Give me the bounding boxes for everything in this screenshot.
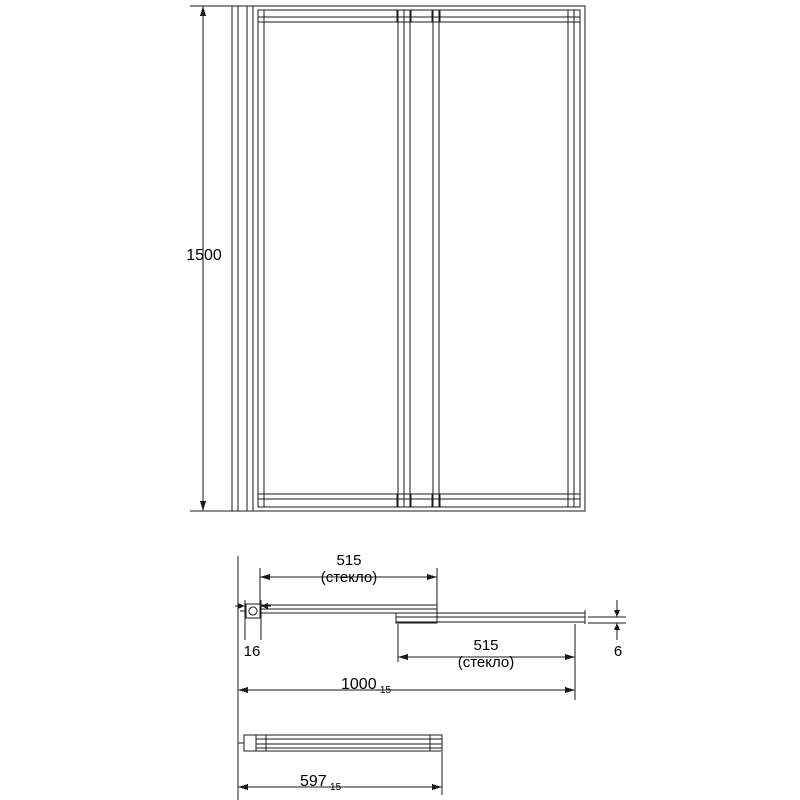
front-view-right-stile [568,10,580,507]
dimension-16 [235,600,271,640]
dimension-1000-tolerance: -15 [376,685,392,697]
front-view-outer-frame [253,6,585,511]
dimension-label-6: 6 [613,643,623,660]
dimension-1000-value: 1000 [341,676,377,693]
dimension-597-tolerance: -15 [326,782,342,794]
dimension-515-upper-note: (стекло) [320,569,378,587]
dimension-label-16: 16 [243,643,261,660]
dimension-515-lower-value: 515 [473,637,499,654]
front-view-hinge-top [397,10,440,22]
dimension-515-upper-value: 515 [336,552,362,569]
front-view-hinge-bottom [397,494,440,507]
top-view-panel-left [260,605,437,613]
dimension-label-515-lower [440,637,532,672]
dimension-597-value: 597 [300,773,327,790]
front-view-top-rail [258,17,580,22]
dimension-label-height: 1500 [186,247,222,264]
dimension-6 [588,600,626,640]
bottom-view-left-bracket [238,735,256,751]
bottom-view-rail [244,735,442,751]
dimension-label-597 [300,773,420,794]
front-view-divider-right [433,10,439,507]
top-view-panel-right [396,613,585,622]
front-view-wall-profile [232,6,253,511]
dimension-515-lower-note: (стекло) [457,654,515,672]
dimension-label-515-upper [303,552,395,587]
front-view-bottom-rail [258,494,580,499]
front-view-divider-left [398,10,410,507]
dimension-label-1000 [341,676,471,697]
